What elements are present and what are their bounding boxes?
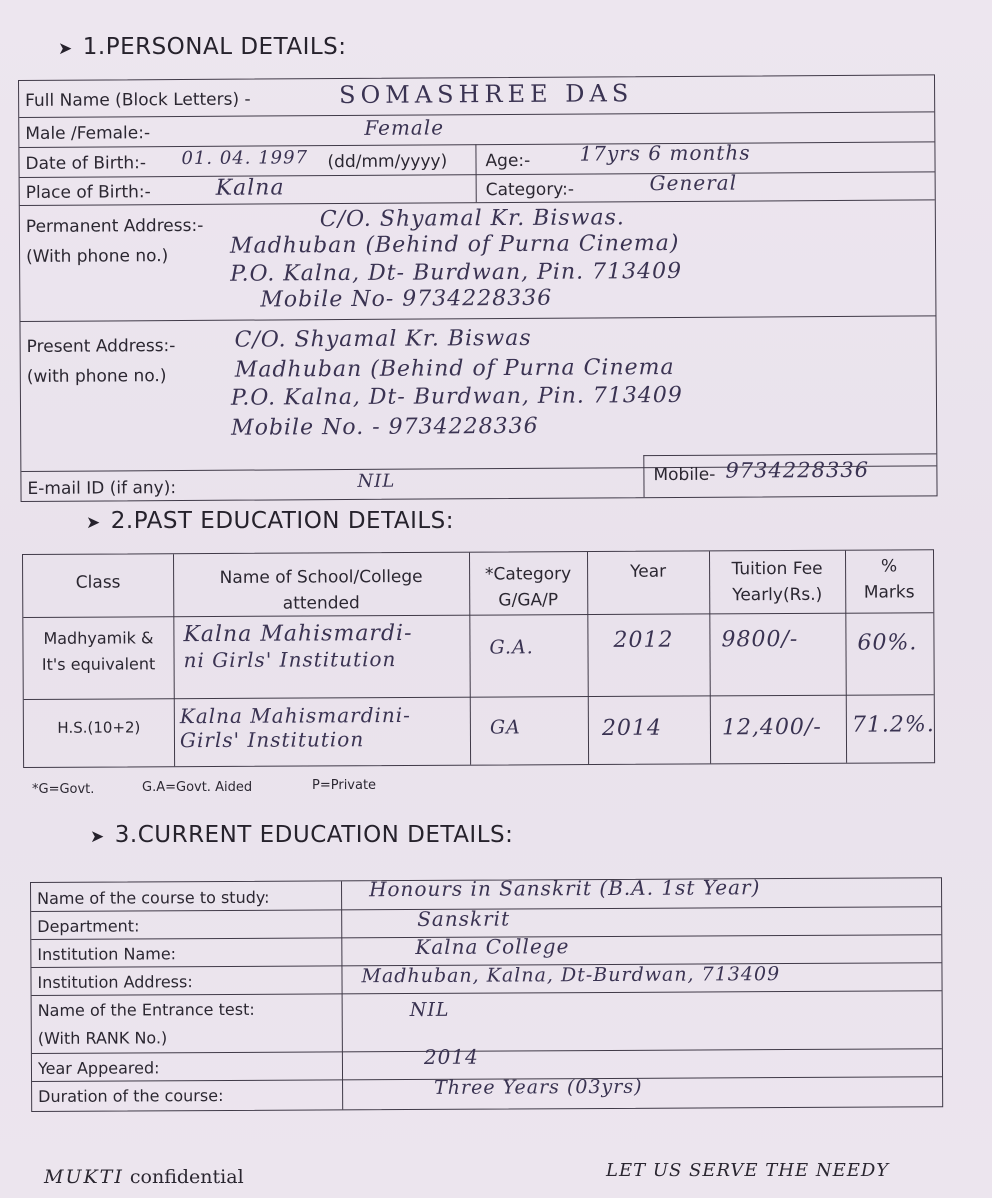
header-category-sub: G/GA/P — [498, 590, 559, 611]
pres-address-sub: (with phone no.) — [26, 366, 167, 387]
category-value: General — [649, 170, 738, 196]
gender-label: Male /Female:- — [25, 123, 151, 144]
perm-address-line: Mobile No- 9734228336 — [260, 285, 553, 313]
duration-label: Duration of the course: — [38, 1085, 224, 1106]
perm-address-sub: (With phone no.) — [26, 246, 169, 267]
course-label: Name of the course to study: — [37, 887, 270, 908]
header-year: Year — [630, 561, 667, 582]
entrance-label-sub: (With RANK No.) — [37, 1028, 168, 1048]
footer-brand: MUKTI — [44, 1166, 124, 1188]
header-fee-sub: Yearly(Rs.) — [732, 584, 823, 606]
year-appeared-value: 2014 — [423, 1044, 479, 1069]
section-current-education-title: ➤ 3.CURRENT EDUCATION DETAILS: — [90, 822, 514, 848]
row1-fee: 9800/- — [721, 626, 799, 653]
legend-aided: G.A=Govt. Aided — [142, 780, 253, 795]
row1-school-sub: ni Girls' Institution — [183, 647, 397, 673]
section-personal-title: ➤ 1.PERSONAL DETAILS: — [58, 34, 347, 60]
perm-address-line: C/O. Shyamal Kr. Biswas. — [319, 205, 625, 233]
dob-value: 01. 04. 1997 — [181, 147, 309, 170]
perm-address-line: Madhuban (Behind of Purna Cinema) — [229, 230, 680, 259]
pres-address-label: Present Address:- — [26, 336, 176, 357]
age-label: Age:- — [485, 150, 531, 172]
pob-value: Kalna — [215, 175, 285, 201]
header-marks-sub: Marks — [863, 582, 915, 603]
entrance-label: Name of the Entrance test: — [37, 999, 255, 1020]
mobile-label: Mobile- — [653, 464, 716, 486]
header-school: Name of School/College — [219, 566, 423, 588]
age-value: 17yrs 6 months — [579, 140, 751, 166]
row2-class: H.S.(10+2) — [57, 718, 141, 737]
header-school-sub: attended — [282, 593, 360, 614]
row2-fee: 12,400/- — [721, 714, 822, 741]
footer-left — [44, 1166, 244, 1188]
pres-address-line: P.O. Kalna, Dt- Burdwan, Pin. 713409 — [230, 382, 683, 411]
legend-govt: *G=Govt. — [32, 782, 95, 797]
header-class: Class — [75, 572, 121, 593]
category-label: Category:- — [485, 179, 575, 201]
footer-right: LET US SERVE THE NEEDY — [606, 1160, 890, 1181]
dob-label: Date of Birth:- — [25, 153, 147, 174]
mobile-value: 9734228336 — [725, 457, 870, 483]
duration-value: Three Years (03yrs) — [434, 1075, 643, 1099]
row2-school: Kalna Mahismardini- — [179, 702, 411, 729]
row1-school: Kalna Mahismardi- — [183, 620, 413, 648]
arrow-icon: ➤ — [90, 827, 105, 847]
footer-confidential: confidential — [129, 1166, 244, 1188]
row2-marks: 71.2%. — [851, 712, 935, 738]
row2-year: 2014 — [601, 715, 662, 741]
current-education-table — [30, 877, 943, 1112]
dept-label: Department: — [37, 916, 140, 936]
full-name-label: Full Name (Block Letters) - — [25, 89, 251, 111]
pres-address-line: C/O. Shyamal Kr. Biswas — [234, 325, 532, 353]
email-label: E-mail ID (if any): — [27, 478, 177, 499]
entrance-value: NIL — [409, 998, 450, 1022]
inst-label: Institution Name: — [37, 944, 177, 964]
inst-addr-label: Institution Address: — [37, 972, 193, 992]
past-education-table — [22, 549, 935, 768]
perm-address-line: P.O. Kalna, Dt- Burdwan, Pin. 713409 — [230, 258, 683, 287]
inst-addr-value: Madhuban, Kalna, Dt-Burdwan, 713409 — [361, 963, 781, 988]
personal-details-box — [18, 74, 938, 502]
arrow-icon: ➤ — [58, 39, 73, 59]
course-value: Honours in Sanskrit (B.A. 1st Year) — [368, 875, 761, 902]
header-fee: Tuition Fee — [731, 558, 823, 580]
inst-value: Kalna College — [415, 934, 570, 959]
pres-address-line: Mobile No. - 9734228336 — [231, 413, 539, 441]
full-name-value: SOMASHREE DAS — [339, 79, 634, 110]
dob-format: (dd/mm/yyyy) — [327, 151, 448, 173]
year-appeared-label: Year Appeared: — [37, 1058, 160, 1078]
row1-category: G.A. — [489, 636, 534, 659]
row1-year: 2012 — [613, 627, 674, 653]
header-marks: % — [880, 556, 898, 577]
legend-private: P=Private — [312, 778, 377, 793]
row1-class-sub: It's equivalent — [41, 654, 156, 674]
section-past-education-title: ➤ 2.PAST EDUCATION DETAILS: — [86, 508, 455, 534]
perm-address-label: Permanent Address:- — [25, 215, 204, 237]
dept-value: Sanskrit — [417, 906, 511, 931]
arrow-icon: ➤ — [86, 513, 101, 533]
row1-class: Madhyamik & — [43, 628, 154, 648]
pres-address-line: Madhuban (Behind of Purna Cinema — [234, 354, 675, 383]
email-value: NIL — [357, 470, 396, 492]
header-category: *Category — [484, 564, 572, 585]
row1-marks: 60%. — [857, 630, 918, 656]
pob-label: Place of Birth:- — [25, 182, 151, 203]
gender-value: Female — [364, 115, 445, 140]
row2-category: GA — [489, 716, 521, 739]
row2-school-sub: Girls' Institution — [179, 727, 365, 753]
